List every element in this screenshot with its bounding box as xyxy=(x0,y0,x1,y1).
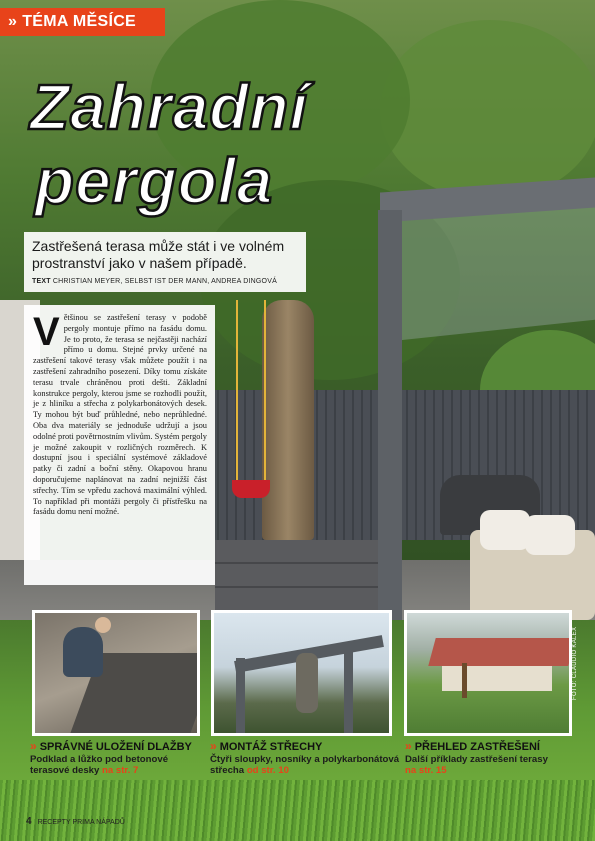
feature-desc: Další příklady zastřešení terasy xyxy=(405,754,548,765)
subtitle-panel xyxy=(24,232,306,292)
cushion xyxy=(525,515,575,555)
pergola-roof-panel xyxy=(400,200,595,340)
page-footer xyxy=(26,816,125,827)
sofa xyxy=(470,530,595,620)
roof-post xyxy=(344,643,353,736)
tree-trunk xyxy=(262,300,314,540)
worker xyxy=(296,653,318,713)
feature-title: SPRÁVNÉ ULOŽENÍ DLAŽBY xyxy=(39,741,192,753)
cushion xyxy=(480,510,530,550)
credit-names: CHRISTIAN MEYER, SELBST IST DER MANN, ANDREA DINGOVÁ xyxy=(52,278,277,285)
swing-seat xyxy=(232,480,270,498)
worker xyxy=(63,627,103,677)
topic-tag xyxy=(0,8,165,36)
roof-post xyxy=(236,658,245,736)
author-credit xyxy=(32,278,298,285)
subtitle: Zastřešená terasa může stát i ve volném prostranství jako v našem případě. xyxy=(32,238,285,271)
dropcap: V xyxy=(33,310,60,354)
chevron-icon: » xyxy=(405,739,412,753)
feature-desc: Čtyři sloupky, nosníky a polykarbonátová střecha xyxy=(210,754,400,777)
chevron-icon: » xyxy=(210,739,217,753)
feature-caption-1[interactable] xyxy=(30,740,205,777)
chevron-icon: » xyxy=(8,13,18,30)
photo-credit: FOTO: CLAUDIO KALEX xyxy=(572,626,578,700)
thumbnail-roofing-overview[interactable] xyxy=(404,610,572,736)
chevron-icon: » xyxy=(30,739,37,753)
feature-title: MONTÁŽ STŘECHY xyxy=(219,741,323,753)
page-reference[interactable]: na str. 15 xyxy=(405,765,447,777)
feature-title: PŘEHLED ZASTŘEŠENÍ xyxy=(414,741,540,753)
thumbnail-roof-assembly[interactable] xyxy=(211,610,392,736)
red-roof xyxy=(428,638,572,666)
swing-rope xyxy=(236,300,238,480)
page-reference[interactable]: na str. 7 xyxy=(102,765,139,777)
worker-head xyxy=(95,617,111,633)
page-title xyxy=(30,70,308,218)
steps xyxy=(215,540,385,610)
pergola-post xyxy=(378,210,402,630)
publication-name: RECEPTY PRIMA NÁPADŮ xyxy=(37,819,125,826)
foliage xyxy=(380,20,595,200)
page-reference[interactable]: od str. 10 xyxy=(246,765,289,777)
topic-label: TÉMA MĚSÍCE xyxy=(22,13,137,30)
grass xyxy=(0,780,595,841)
feature-caption-2[interactable] xyxy=(210,740,400,777)
credit-label: TEXT xyxy=(32,278,51,285)
article-text: ětšinou se zastřešení terasy v podobě pergoly montuje přímo na fasádu domu. Je to proto, že terasa se nejčastěji nachází přímo u domu. Stejné prvky určené na zastřešení takové terasy však můžete použít i na zastřešení zahradního posezení. Díky tomu získáte terasu trvale chráněnou proti dešti. Základní konstrukce pergoly, kterou jsme se rozhodli použít, je z hliníku a střecha z polykarbonátových desek. Ty mohou být buď průhledné, nebo neprůhledné. Oba dva materiály se jednoduše udržují a jsou odolné proti povětrnostním vlivům. Systém pergoly je možné zakoupit v rozličných rozměrech. K dostupní jsou i speciální systémové základové patky či zadní a boční stěny. Okapovou hranu doporučujeme naplánovat na zadní nejnižší část střechy. Tím se vpředu zachová maximální výhled. To například při montáži pergoly či přístřešku na fasádu domu není možné. xyxy=(33,313,207,517)
article-body xyxy=(33,310,207,518)
title-line-2: pergola xyxy=(35,145,274,217)
thumbnail-paving[interactable] xyxy=(32,610,200,736)
feature-caption-3[interactable] xyxy=(405,740,590,777)
title-line-1: Zahradní xyxy=(30,71,309,143)
feature-desc: Podklad a lůžko pod betonové terasové desky xyxy=(30,754,169,777)
wooden-post xyxy=(462,663,467,698)
page-number: 4 xyxy=(26,816,32,827)
article-panel xyxy=(24,305,215,585)
swing-rope xyxy=(264,300,266,480)
